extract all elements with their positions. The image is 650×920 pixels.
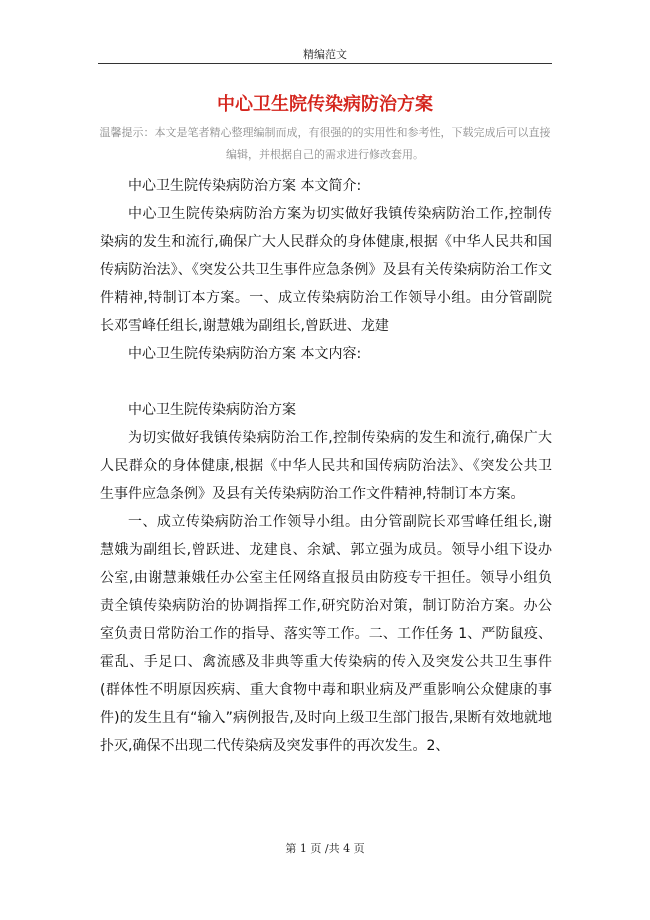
intro-summary: 中心卫生院传染病防治方案为切实做好我镇传染病防治工作,控制传染病的发生和流行,确保广大人民群众的身体健康,根据《中华人民共和国传病防治法》、《突发公共卫生事件应急条例》及县有关传染病防治工作文件精神,特制订本方案。一、成立传染病防治工作领导小组。由分管副院长邓雪峰任组长,谢慧娥为副组长,曾跃进、龙建 [100, 206, 552, 334]
page-header: 精编范文 [303, 48, 347, 61]
tip-notice: 温馨提示：本文是笔者精心整理编制而成，有很强的的实用性和参考性，下载完成后可以直接编辑，并根据自己的需求进行修改套用。 [99, 126, 551, 161]
content-paragraph: 为切实做好我镇传染病防治工作,控制传染病的发生和流行,确保广大人民群众的身体健康,根据《中华人民共和国传病防治法》、《突发公共卫生事件应急条例》及县有关传染病防治工作文件精神,特制订本方案。 [100, 430, 552, 502]
content-paragraph: 一、成立传染病防治工作领导小组。由分管副院长邓雪峰任组长,谢慧娥为副组长,曾跃进、龙建良、余斌、郭立强为成员。领导小组下设办公室,由谢慧兼娥任办公室主任网络直报员由防疫专干担任。领导小组负责全镇传染病防治的协调指挥工作,研究防治对策，制订防治方案。办公室负责日常防治工作的指导、落实等工作。二、工作任务 1、严防鼠疫、霍乱、手足口、禽流感及非典等重大传染病的传入及突发公共卫生事件(群体性不明原因疾病、重大食物中毒和职业病及严重影响公众健康的事件)的发生且有“输入”病例报告,及时向上级卫生部门报告,果断有效地就地扑灭,确保不出现二代传染病及突发事件的再次发生。2、 [100, 514, 552, 754]
intro-heading: 中心卫生院传染病防治方案 本文简介: [128, 178, 362, 194]
content-title: 中心卫生院传染病防治方案 [128, 402, 296, 418]
header-divider [98, 63, 552, 64]
content-heading: 中心卫生院传染病防治方案 本文内容: [128, 346, 362, 362]
document-title: 中心卫生院传染病防治方案 [217, 94, 433, 115]
page-footer: 第 1 页 /共 4 页 [285, 842, 365, 855]
document-body [100, 172, 552, 760]
